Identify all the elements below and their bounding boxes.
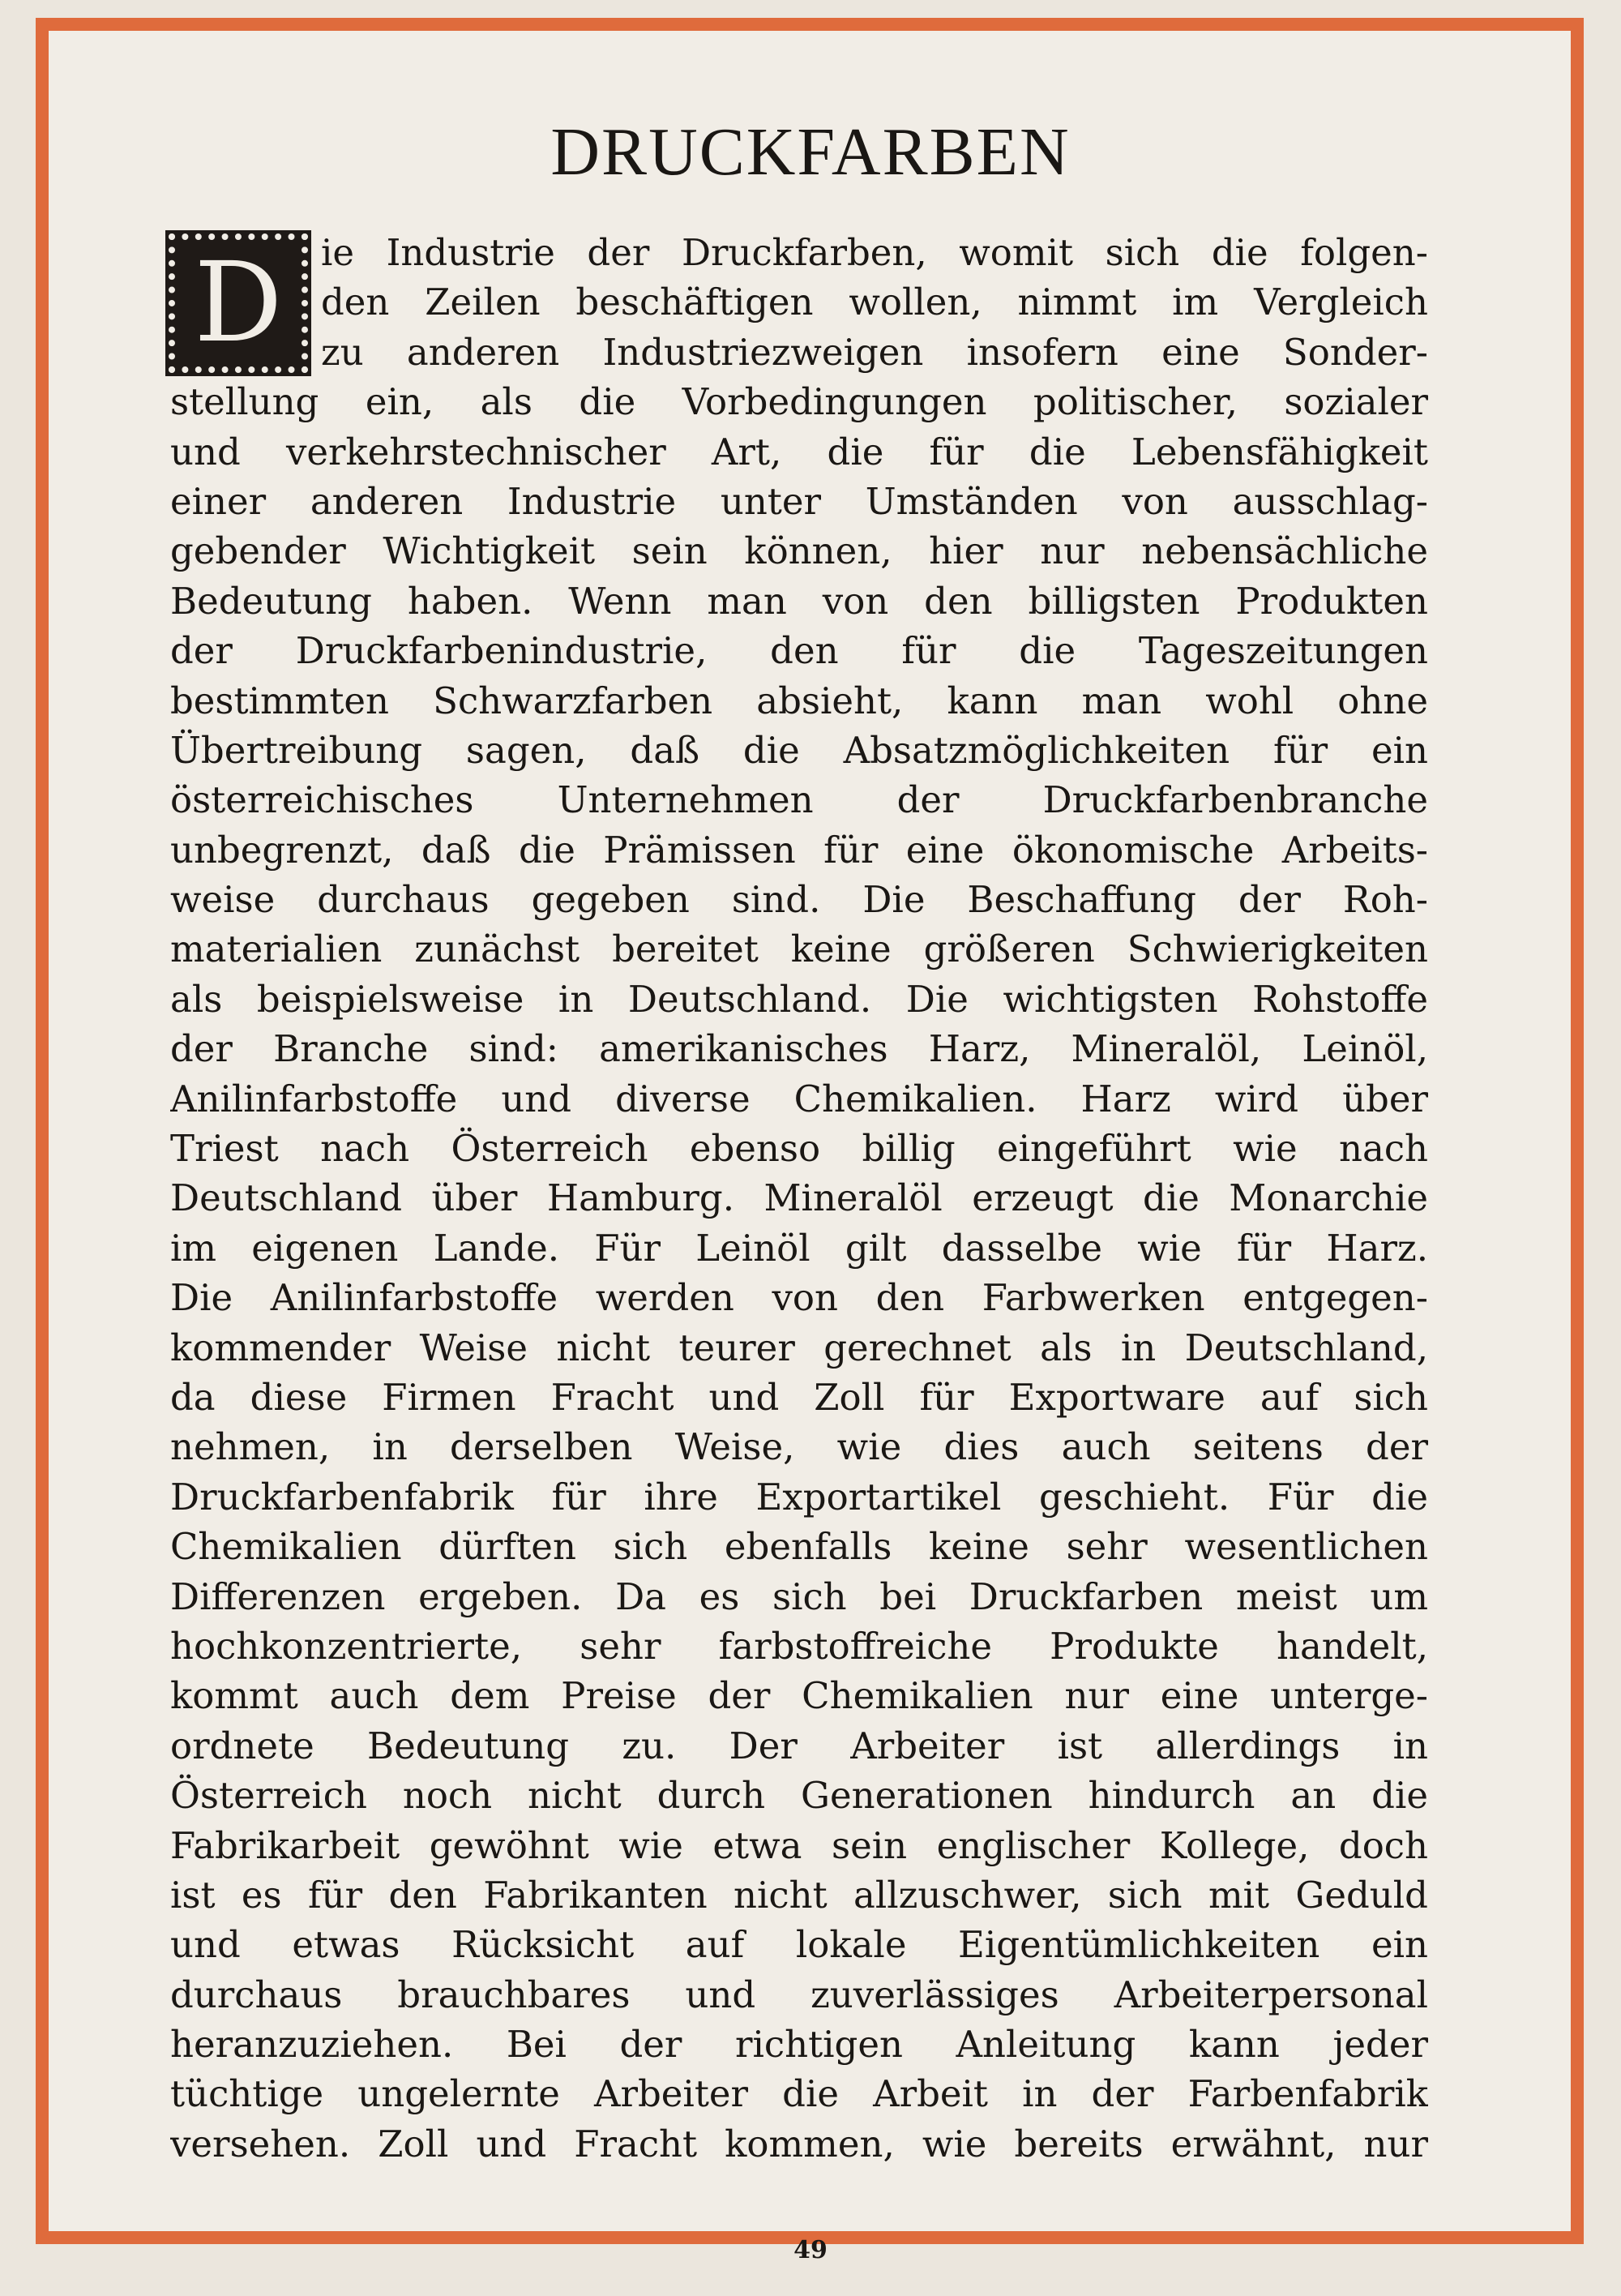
text-line: der Druckfarbenindustrie, den für die Tageszeitungen [170, 629, 1428, 673]
text-line: Fabrikarbeit gewöhnt wie etwa sein englischer Kollege, doch [170, 1823, 1428, 1867]
text-line: stellung ein, als die Vorbedingungen politischer, sozialer [170, 380, 1428, 424]
text-line: im eigenen Lande. Für Leinöl gilt dasselbe wie für Harz. [170, 1226, 1428, 1270]
text-line: den Zeilen beschäftigen wollen, nimmt im Vergleich [321, 281, 1428, 324]
text-line: durchaus brauchbares und zuverlässiges Arbeiterpersonal [170, 1973, 1428, 2016]
text-line: versehen. Zoll und Fracht kommen, wie bereits erwähnt, nur [170, 2122, 1428, 2165]
text-line: hochkonzentrierte, sehr farbstoffreiche Produkte handelt, [170, 1624, 1428, 1668]
text-line: Bedeutung haben. Wenn man von den billigsten Produkten [170, 579, 1428, 623]
text-line: tüchtige ungelernte Arbeiter die Arbeit in der Farbenfabrik [170, 2072, 1428, 2116]
text-line: ist es für den Fabrikanten nicht allzuschwer, sich mit Geduld [170, 1873, 1428, 1917]
text-line: der Branche sind: amerikanisches Harz, Mineralöl, Leinöl, [170, 1027, 1428, 1071]
dropcap-letter: D [194, 239, 283, 367]
text-line: gebender Wichtigkeit sein können, hier nur nebensächliche [170, 529, 1428, 573]
text-line: kommender Weise nicht teurer gerechnet als in Deutschland, [170, 1326, 1428, 1369]
text-line: als beispielsweise in Deutschland. Die wichtigsten Rohstoffe [170, 977, 1428, 1021]
text-line: Differenzen ergeben. Da es sich bei Druckfarben meist um [170, 1574, 1428, 1618]
text-line: Triest nach Österreich ebenso billig eingeführt wie nach [170, 1127, 1428, 1171]
text-line: und etwas Rücksicht auf lokale Eigentümlichkeiten ein [170, 1923, 1428, 1967]
body-text [170, 228, 1428, 2169]
text-line: österreichisches Unternehmen der Druckfarbenbranche [170, 778, 1428, 822]
text-line: zu anderen Industriezweigen insofern eine Sonder- [321, 330, 1428, 374]
text-line: Anilinfarbstoffe und diverse Chemikalien. Harz wird über [170, 1077, 1428, 1120]
text-line: Die Anilinfarbstoffe werden von den Farbwerken entgegen- [170, 1276, 1428, 1320]
text-line: da diese Firmen Fracht und Zoll für Exportware auf sich [170, 1375, 1428, 1419]
text-line: Übertreibung sagen, daß die Absatzmöglichkeiten für ein [170, 728, 1428, 772]
page-number: 49 [793, 2236, 828, 2264]
text-line: heranzuziehen. Bei der richtigen Anleitung kann jeder [170, 2023, 1428, 2067]
text-line: und verkehrstechnischer Art, die für die Lebensfähigkeit [170, 430, 1428, 473]
text-line: ie Industrie der Druckfarben, womit sich die folgen- [321, 231, 1428, 274]
text-line: einer anderen Industrie unter Umständen von ausschlag- [170, 479, 1428, 523]
text-line: materialien zunächst bereitet keine größeren Schwierigkeiten [170, 927, 1428, 971]
text-line: Österreich noch nicht durch Generationen hindurch an die [170, 1774, 1428, 1818]
text-line: bestimmten Schwarzfarben absieht, kann man wohl ohne [170, 679, 1428, 722]
text-line: Deutschland über Hamburg. Mineralöl erzeugt die Monarchie [170, 1176, 1428, 1220]
text-line: unbegrenzt, daß die Prämissen für eine ökonomische Arbeits- [170, 828, 1428, 872]
text-line: Druckfarbenfabrik für ihre Exportartikel geschieht. Für die [170, 1475, 1428, 1519]
text-line: nehmen, in derselben Weise, wie dies auch seitens der [170, 1425, 1428, 1469]
page-title: DRUCKFARBEN [550, 114, 1071, 190]
text-line: kommt auch dem Preise der Chemikalien nur eine unterge- [170, 1674, 1428, 1718]
text-line: ordnete Bedeutung zu. Der Arbeiter ist allerdings in [170, 1724, 1428, 1767]
text-line: Chemikalien dürften sich ebenfalls keine sehr wesentlichen [170, 1525, 1428, 1569]
text-line: weise durchaus gegeben sind. Die Beschaffung der Roh- [170, 878, 1428, 922]
